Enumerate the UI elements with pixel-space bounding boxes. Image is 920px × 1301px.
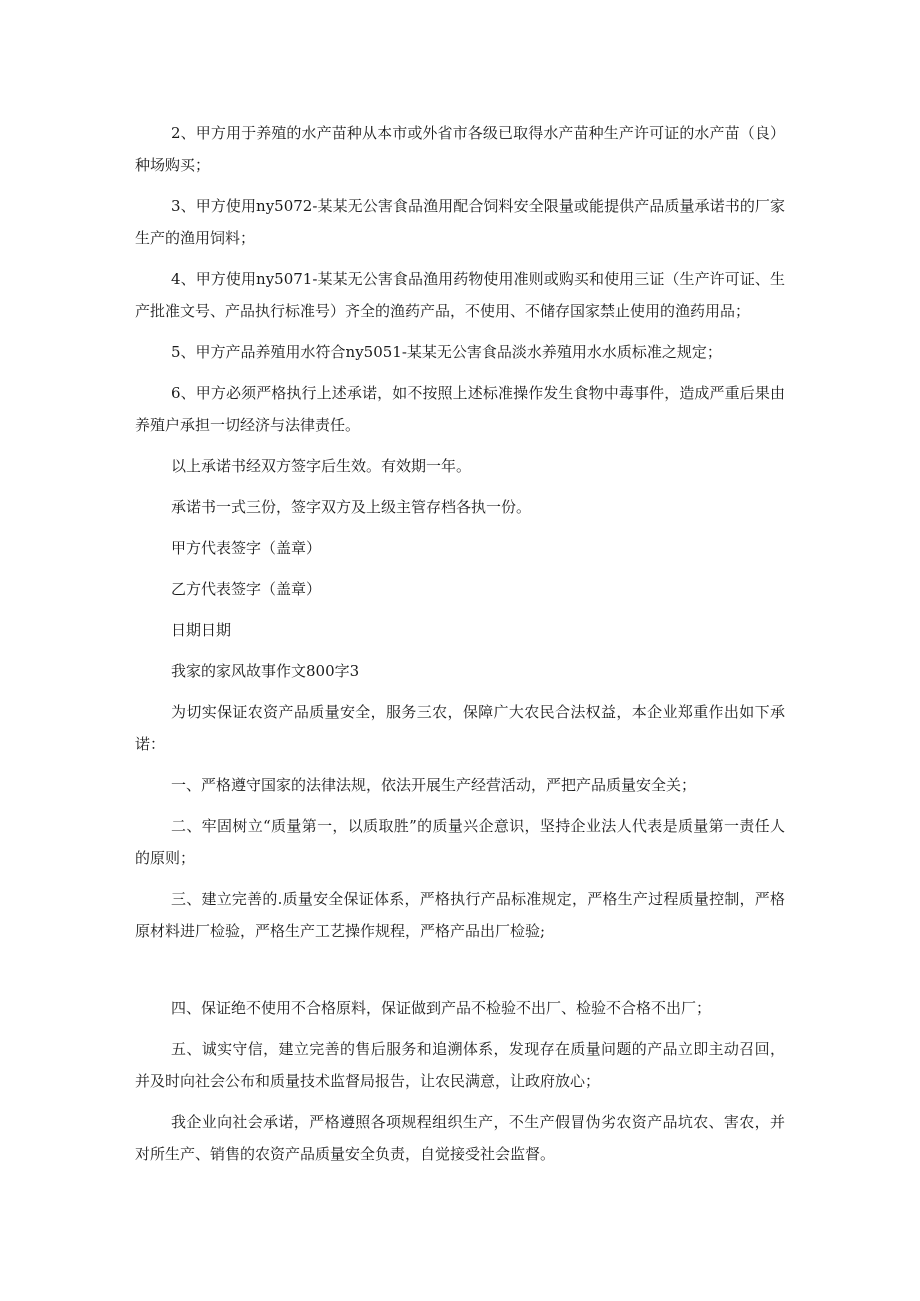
paragraph-clause-6: 6、甲方必须严格执行上述承诺，如不按照上述标准操作发生食物中毒事件，造成严重后果由养殖户承担一切经济与法律责任。	[135, 384, 785, 434]
blank-gap	[135, 956, 785, 992]
document-body	[135, 117, 785, 1179]
paragraph-item-4: 四、保证绝不使用不合格原料，保证做到产品不检验不出厂、检验不合格不出厂；	[171, 999, 712, 1017]
paragraph-commitment: 我企业向社会承诺，严格遵照各项规程组织生产，不生产假冒伪劣农资产品坑农、害农，并对所生产、销售的农资产品质量安全负责，自觉接受社会监督。	[135, 1113, 785, 1163]
paragraph-clause-3: 3、甲方使用ny5072-某某无公害食品渔用配合饲料安全限量或能提供产品质量承诺书的厂家生产的渔用饲料；	[135, 197, 785, 247]
paragraph-clause-4: 4、甲方使用ny5071-某某无公害食品渔用药物使用准则或购买和使用三证（生产许可证、生产批准文号、产品执行标准号）齐全的渔药产品，不使用、不储存国家禁止使用的渔药用品；	[135, 270, 785, 320]
paragraph-copies: 承诺书一式三份，签字双方及上级主管存档各执一份。	[171, 498, 532, 516]
paragraph-item-3: 三、建立完善的.质量安全保证体系，严格执行产品标准规定，严格生产过程质量控制，严格原材料进厂检验，严格生产工艺操作规程，严格产品出厂检验;	[135, 890, 785, 940]
paragraph-effective: 以上承诺书经双方签字后生效。有效期一年。	[171, 457, 472, 475]
signature-party-b: 乙方代表签字（盖章）	[171, 580, 322, 598]
paragraph-clause-5: 5、甲方产品养殖用水符合ny5051-某某无公害食品淡水养殖用水水质标准之规定；	[171, 343, 722, 361]
section-title: 我家的家风故事作文800字3	[171, 662, 360, 680]
date-line: 日期日期	[171, 621, 232, 639]
paragraph-intro: 为切实保证农资产品质量安全，服务三农，保障广大农民合法权益，本企业郑重作出如下承诺：	[135, 703, 785, 753]
paragraph-clause-2: 2、甲方用于养殖的水产苗种从本市或外省市各级已取得水产苗种生产许可证的水产苗（良）种场购买；	[135, 124, 785, 174]
signature-party-a: 甲方代表签字（盖章）	[171, 539, 322, 557]
paragraph-item-1: 一、严格遵守国家的法律法规，依法开展生产经营活动，严把产品质量安全关；	[171, 776, 697, 794]
paragraph-item-5: 五、诚实守信，建立完善的售后服务和追溯体系，发现存在质量问题的产品立即主动召回，并及时向社会公布和质量技术监督局报告，让农民满意，让政府放心；	[135, 1040, 785, 1090]
paragraph-item-2: 二、牢固树立“质量第一，以质取胜”的质量兴企意识，坚持企业法人代表是质量第一责任人的原则；	[135, 817, 785, 867]
